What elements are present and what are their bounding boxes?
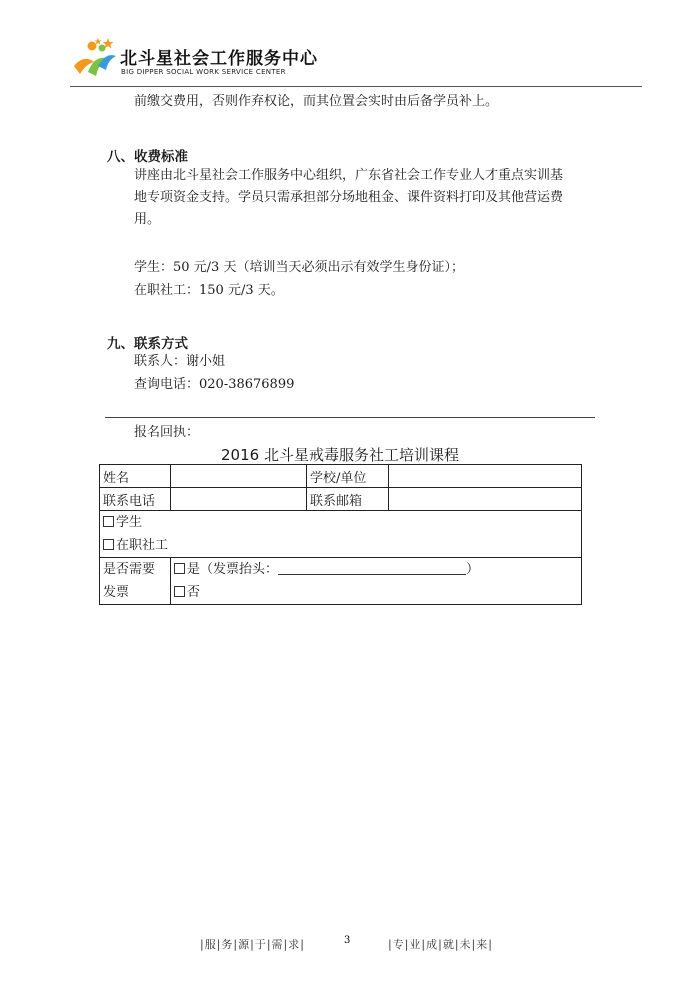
cut-line	[105, 417, 595, 418]
registration-form-table	[99, 464, 582, 605]
worker-option[interactable]	[103, 534, 578, 557]
phone-field[interactable]	[171, 488, 307, 511]
table-row	[100, 465, 582, 488]
invoice-yes-checkbox[interactable]	[174, 563, 185, 574]
invoice-no-checkbox[interactable]	[174, 586, 185, 597]
page-header	[70, 36, 630, 80]
receipt-label: 报名回执：	[134, 425, 200, 440]
table-row	[100, 488, 582, 511]
fee-student: 学生：50 元/3 天（培训当天必须出示有效学生身份证）；	[134, 260, 464, 275]
invoice-options	[171, 558, 582, 605]
invoice-no-label: 否	[187, 585, 201, 600]
invoice-title-input[interactable]	[278, 562, 466, 575]
student-option-label: 学生	[116, 515, 143, 530]
invoice-yes-close: ）	[466, 562, 480, 577]
invoice-yes-label: 是（发票抬头：	[187, 562, 279, 577]
contact-person: 联系人：谢小姐	[134, 354, 226, 369]
worker-checkbox[interactable]	[103, 539, 114, 550]
footer-slogan-left: |服|务|源|于|需|求|	[200, 938, 305, 951]
invoice-label	[100, 558, 171, 605]
school-field[interactable]	[389, 465, 582, 488]
name-field[interactable]	[171, 465, 307, 488]
big-dipper-logo-icon	[70, 36, 118, 80]
section-8-heading: 八、收费标准	[107, 149, 188, 165]
continuation-text: 前缴交费用，否则作弃权论，而其位置会实时由后备学员补上。	[134, 94, 499, 109]
section-8-line-2: 地专项资金支持。学员只需承担部分场地租金、课件资料打印及其他营运费	[134, 190, 564, 205]
section-8-line-3: 用。	[134, 212, 161, 227]
worker-option-label: 在职社工	[116, 538, 169, 553]
invoice-label-line-1: 是否需要	[103, 562, 156, 577]
email-field[interactable]	[389, 488, 582, 511]
invoice-label-line-2: 发票	[103, 585, 130, 600]
org-name: 北斗星社会工作服务中心	[120, 49, 318, 69]
form-title: 2016 北斗星戒毒服务社工培训课程	[221, 446, 459, 464]
header-divider	[70, 86, 642, 87]
student-option[interactable]	[103, 511, 578, 534]
invoice-yes-option[interactable]	[174, 558, 578, 581]
invoice-no-option[interactable]	[174, 581, 578, 604]
footer-slogan-right: |专|业|成|就|未|来|	[388, 938, 493, 951]
phone-label: 联系电话	[100, 488, 171, 511]
section-9-heading: 九、联系方式	[107, 336, 188, 352]
school-label: 学校/单位	[307, 465, 389, 488]
student-checkbox[interactable]	[103, 516, 114, 527]
table-row	[100, 511, 582, 558]
table-row	[100, 558, 582, 605]
identity-options	[100, 511, 582, 558]
fee-worker: 在职社工：150 元/3 天。	[134, 283, 284, 298]
section-8-line-1: 讲座由北斗星社会工作服务中心组织，广东省社会工作专业人才重点实训基	[134, 168, 564, 183]
page-number: 3	[344, 935, 351, 946]
name-label: 姓名	[100, 465, 171, 488]
email-label: 联系邮箱	[307, 488, 389, 511]
org-name-english: BIG DIPPER SOCIAL WORK SERVICE CENTER	[121, 68, 286, 76]
contact-phone: 查询电话：020-38676899	[134, 377, 295, 392]
